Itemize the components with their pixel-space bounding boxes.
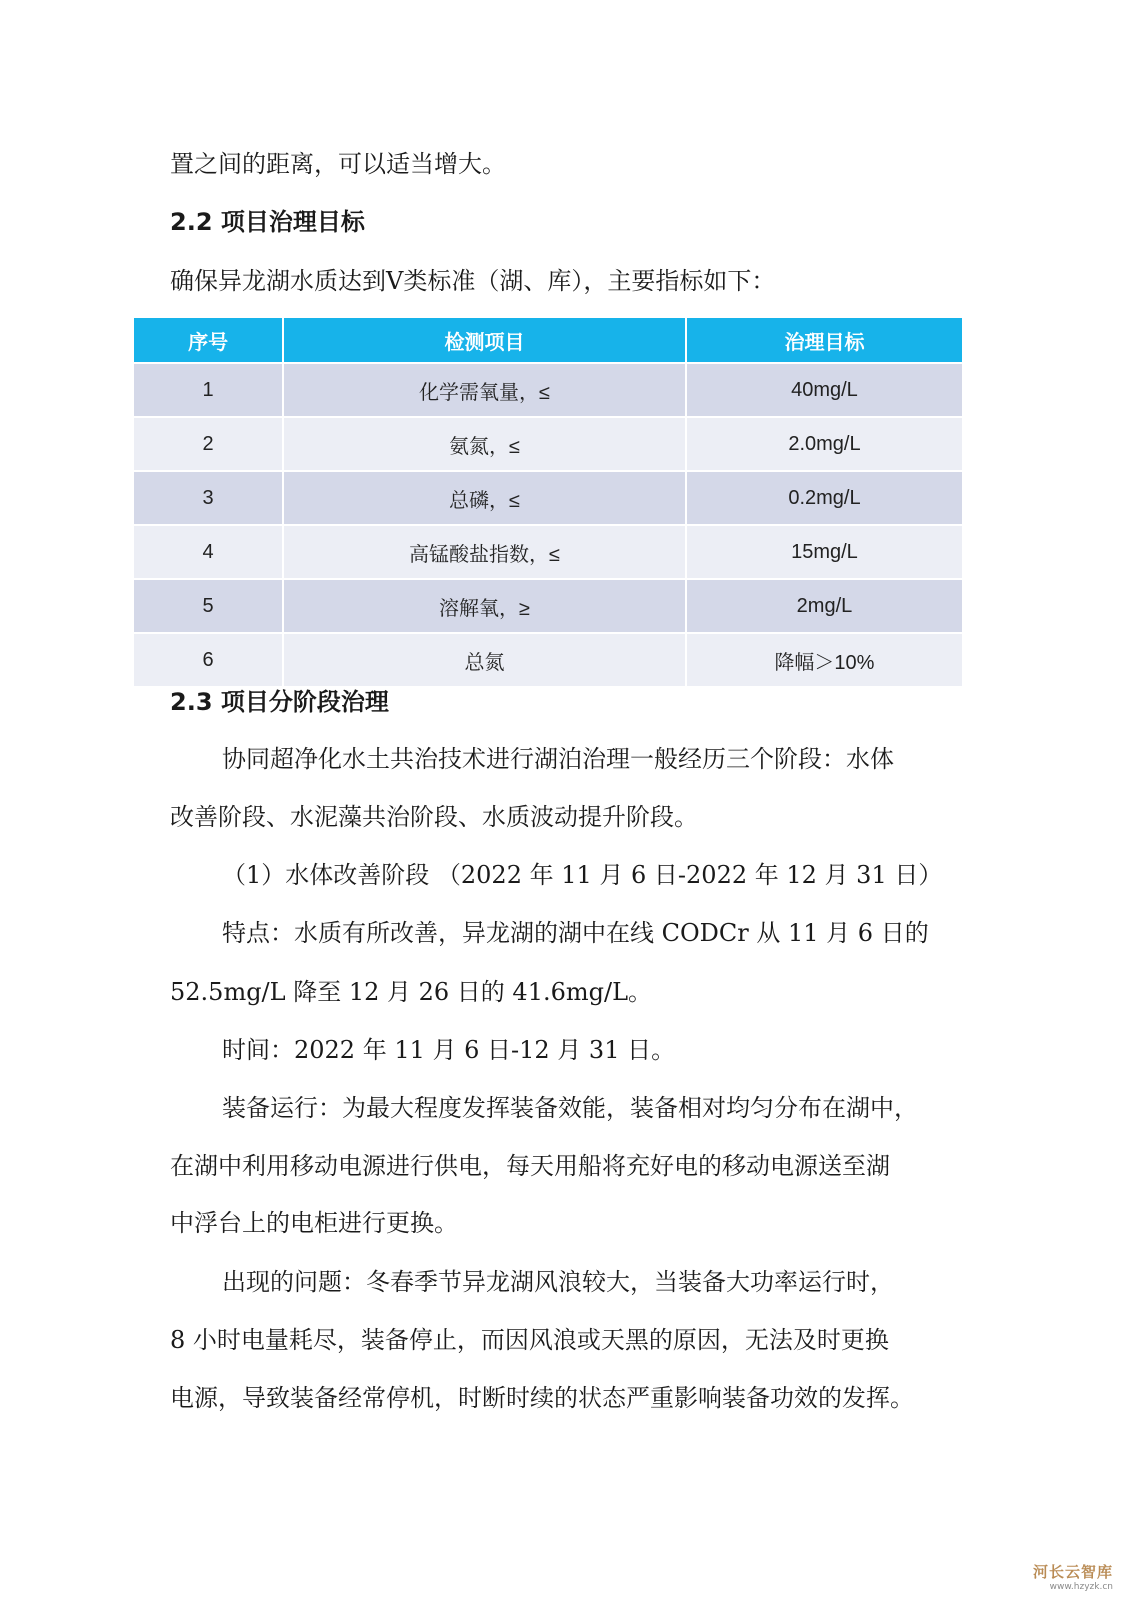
cell-index: 2 bbox=[134, 417, 283, 471]
header-index: 序号 bbox=[134, 318, 283, 363]
table-header-row bbox=[134, 318, 962, 363]
cell-item: 氨氮，≤ bbox=[283, 417, 686, 471]
cell-target: 2mg/L bbox=[686, 579, 962, 633]
watermark-logo bbox=[1033, 1561, 1113, 1592]
table-row bbox=[134, 471, 962, 525]
cell-index: 5 bbox=[134, 579, 283, 633]
cell-target: 降幅＞10% bbox=[686, 633, 962, 686]
paragraph-continuation: 置之间的距离，可以适当增大。 bbox=[170, 150, 506, 178]
paragraph-intro-line2: 改善阶段、水泥藻共治阶段、水质波动提升阶段。 bbox=[170, 803, 698, 831]
cell-index: 6 bbox=[134, 633, 283, 686]
cell-index: 1 bbox=[134, 363, 283, 417]
paragraph-problem-line3: 电源，导致装备经常停机，时断时续的状态严重影响装备功效的发挥。 bbox=[170, 1384, 914, 1412]
cell-target: 0.2mg/L bbox=[686, 471, 962, 525]
section-heading-2-2: 2.2 项目治理目标 bbox=[170, 208, 365, 236]
header-target: 治理目标 bbox=[686, 318, 962, 363]
cell-item: 总氮 bbox=[283, 633, 686, 686]
table-row bbox=[134, 363, 962, 417]
water-quality-target-table bbox=[134, 318, 962, 686]
paragraph-features-line1: 特点：水质有所改善，异龙湖的湖中在线 CODCr 从 11 月 6 日的 bbox=[222, 919, 929, 947]
section-heading-2-3: 2.3 项目分阶段治理 bbox=[170, 688, 389, 716]
paragraph-problem-line1: 出现的问题：冬春季节异龙湖风浪较大，当装备大功率运行时， bbox=[222, 1268, 894, 1296]
header-item: 检测项目 bbox=[283, 318, 686, 363]
table-row bbox=[134, 417, 962, 471]
cell-item: 高锰酸盐指数，≤ bbox=[283, 525, 686, 579]
paragraph-intro-line1: 协同超净化水土共治技术进行湖泊治理一般经历三个阶段：水体 bbox=[222, 745, 894, 773]
cell-item: 总磷，≤ bbox=[283, 471, 686, 525]
watermark-url: www.hzyzk.cn bbox=[1049, 1582, 1113, 1592]
cell-item: 溶解氧，≥ bbox=[283, 579, 686, 633]
cell-item: 化学需氧量，≤ bbox=[283, 363, 686, 417]
watermark-name: 河长云智库 bbox=[1032, 1563, 1113, 1581]
paragraph-equipment-line1: 装备运行：为最大程度发挥装备效能，装备相对均匀分布在湖中， bbox=[222, 1094, 918, 1122]
cell-target: 40mg/L bbox=[686, 363, 962, 417]
cell-index: 3 bbox=[134, 471, 283, 525]
paragraph-equipment-line2: 在湖中利用移动电源进行供电，每天用船将充好电的移动电源送至湖 bbox=[170, 1152, 890, 1180]
paragraph-target-intro: 确保异龙湖水质达到Ⅴ类标准（湖、库），主要指标如下： bbox=[170, 267, 776, 295]
stage-1-heading: （1）水体改善阶段 （2022 年 11 月 6 日-2022 年 12 月 31 日） bbox=[222, 861, 943, 889]
cell-target: 2.0mg/L bbox=[686, 417, 962, 471]
cell-index: 4 bbox=[134, 525, 283, 579]
paragraph-features-line2: 52.5mg/L 降至 12 月 26 日的 41.6mg/L。 bbox=[170, 978, 653, 1006]
paragraph-problem-line2: 8 小时电量耗尽，装备停止，而因风浪或天黑的原因，无法及时更换 bbox=[170, 1326, 889, 1354]
table-row bbox=[134, 525, 962, 579]
table-row bbox=[134, 633, 962, 686]
cell-target: 15mg/L bbox=[686, 525, 962, 579]
paragraph-time: 时间：2022 年 11 月 6 日-12 月 31 日。 bbox=[222, 1036, 676, 1064]
table-row bbox=[134, 579, 962, 633]
paragraph-equipment-line3: 中浮台上的电柜进行更换。 bbox=[170, 1209, 458, 1237]
